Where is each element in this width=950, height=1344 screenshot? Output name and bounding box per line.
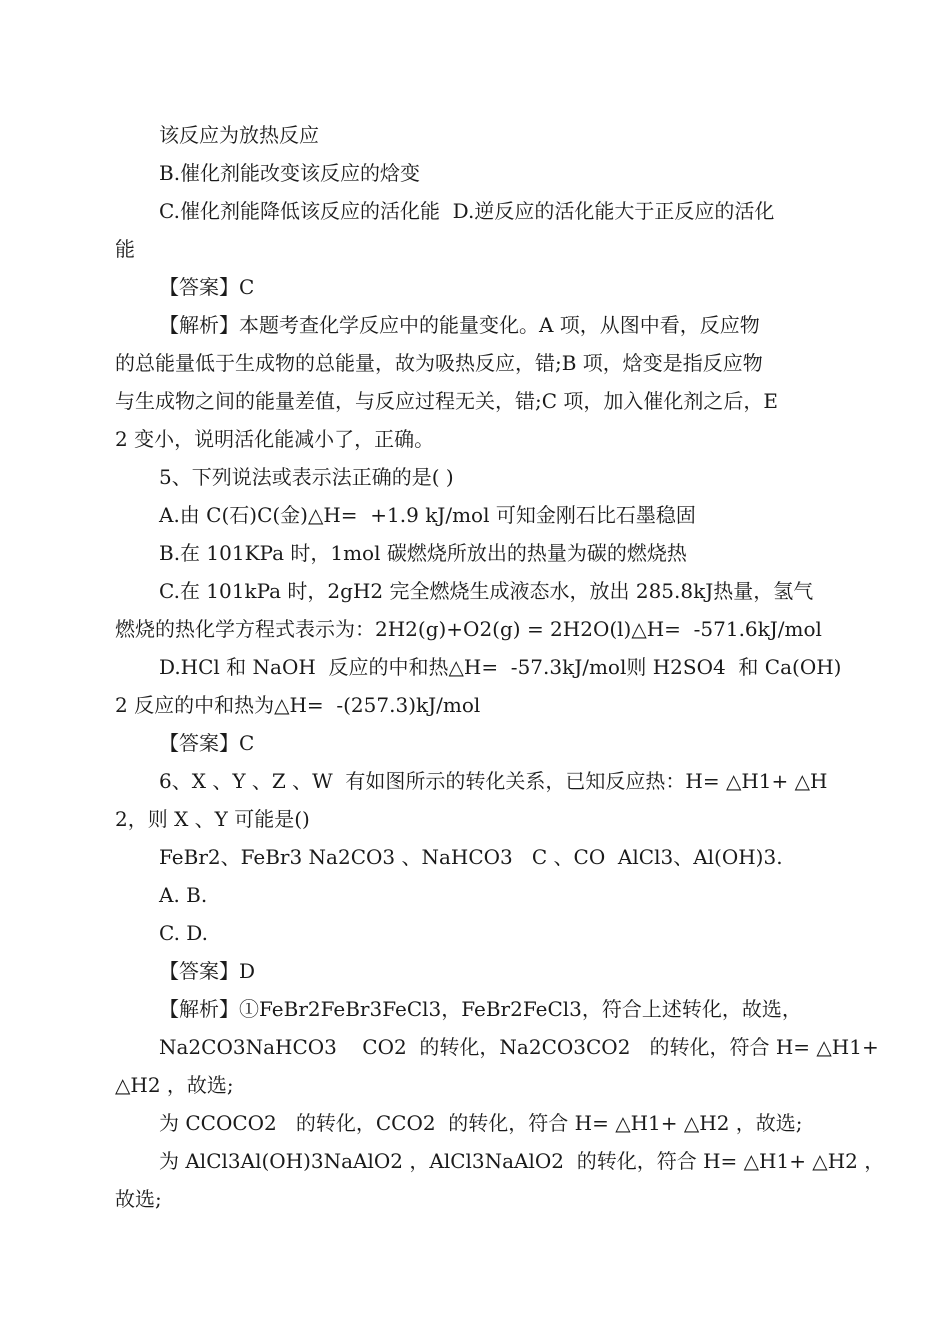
text-line: B.在 101KPa 时，1mol 碳燃烧所放出的热量为碳的燃烧热 [159,541,687,565]
text-line: 燃烧的热化学方程式表示为：2H2(g)+O2(g) = 2H2O(l)△H= -571.6kJ/mol [115,617,822,641]
text-line: FeBr2、FeBr3 Na2CO3 、NaHCO3 C 、CO AlCl3、Al(OH)3. [159,845,783,869]
text-line: C.催化剂能降低该反应的活化能 D.逆反应的活化能大于正反应的活化 [159,199,775,223]
text-line: B.催化剂能改变该反应的焓变 [159,161,421,185]
text-line: 【解析】本题考查化学反应中的能量变化。A 项，从图中看，反应物 [159,313,760,337]
text-line: 的总能量低于生成物的总能量，故为吸热反应，错;B 项，焓变是指反应物 [115,351,763,375]
text-line: 2 变小，说明活化能减小了，正确。 [115,427,435,451]
text-line: Na2CO3NaHCO3 CO2 的转化，Na2CO3CO2 的转化，符合 H= △H1+ [159,1035,879,1059]
text-line: 与生成物之间的能量差值，与反应过程无关，错;C 项，加入催化剂之后，E [115,389,778,413]
document-body [115,116,885,1218]
text-line: 为 CCOCO2 的转化，CCO2 的转化，符合 H= △H1+ △H2 ，故选; [159,1111,803,1135]
text-line: △H2 ，故选; [115,1073,234,1097]
text-line: 故选; [115,1187,162,1211]
text-line: 【答案】C [159,731,255,755]
text-line: 该反应为放热反应 [159,123,319,147]
text-line: A.由 C(石)C(金)△H= +1.9 kJ/mol 可知金刚石比石墨稳固 [159,503,696,527]
text-line: 5、下列说法或表示法正确的是( ) [159,465,454,489]
text-line: 【答案】D [159,959,256,983]
text-line: D.HCl 和 NaOH 反应的中和热△H= -57.3kJ/mol则 H2SO4 和 Ca(OH) [159,655,842,679]
text-line: A. B. [159,883,208,907]
text-line: 为 AlCl3Al(OH)3NaAlO2 ，AlCl3NaAlO2 的转化，符合 H= △H1+ △H2 ， [159,1149,885,1173]
text-line: 2，则 X 、Y 可能是() [115,807,310,831]
text-line: 能 [115,237,135,261]
text-line: 6、X 、Y 、Z 、W 有如图所示的转化关系，已知反应热：H= △H1+ △H [159,769,828,793]
text-line: 2 反应的中和热为△H= -(257.3)kJ/mol [115,693,481,717]
text-line: C.在 101kPa 时，2gH2 完全燃烧生成液态水，放出 285.8kJ热量，氢气 [159,579,814,603]
text-line: C. D. [159,921,208,945]
text-line: 【答案】C [159,275,255,299]
text-line: 【解析】①FeBr2FeBr3FeCl3，FeBr2FeCl3，符合上述转化，故选， [159,997,802,1021]
